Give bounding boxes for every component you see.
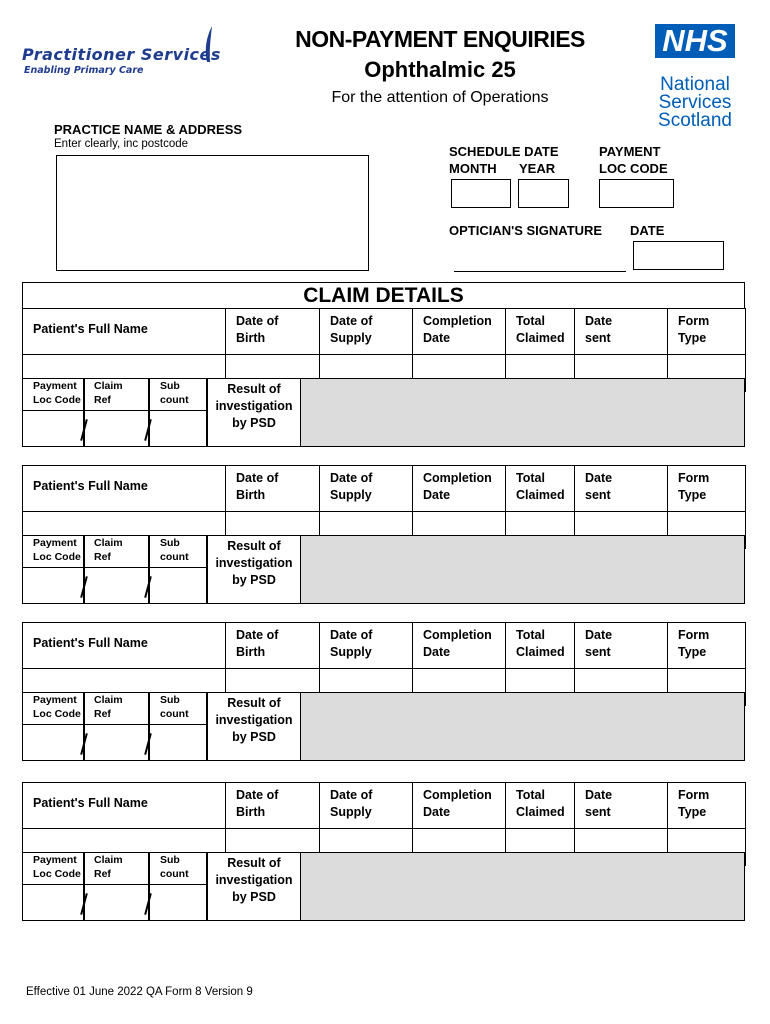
result-line3: by PSD bbox=[232, 890, 276, 904]
col-form-type bbox=[668, 466, 746, 512]
footer-text: Effective 01 June 2022 QA Form 8 Version 9 bbox=[26, 986, 253, 998]
result-investigation-area bbox=[300, 852, 745, 921]
signature-label: OPTICIAN'S SIGNATURE bbox=[449, 223, 603, 238]
col-patient-name bbox=[23, 466, 226, 512]
result-investigation-area bbox=[300, 378, 745, 447]
result-label bbox=[207, 538, 301, 589]
col-tot-line1: Total bbox=[516, 471, 545, 485]
col-form-line1: Form bbox=[678, 788, 710, 802]
col-dos-line1: Date of bbox=[330, 314, 373, 328]
col-patient-name bbox=[23, 783, 226, 829]
col-form-line2: Type bbox=[678, 331, 707, 345]
sub-divider bbox=[22, 884, 207, 885]
col-dob-line2: Birth bbox=[236, 645, 266, 659]
col-patient-name bbox=[23, 623, 226, 669]
nss-line-1: National bbox=[660, 74, 730, 95]
col-sent-line1: Date bbox=[585, 628, 613, 642]
col-dos-line2: Supply bbox=[330, 805, 372, 819]
claim-ref-label-2: Ref bbox=[94, 708, 111, 720]
col-dob-line1: Date of bbox=[236, 314, 279, 328]
sub-divider bbox=[22, 410, 207, 411]
col-comp-line1: Completion bbox=[423, 628, 492, 642]
col-form-type bbox=[668, 783, 746, 829]
form-title: NON-PAYMENT ENQUIRIES bbox=[295, 26, 585, 52]
col-form-type bbox=[668, 623, 746, 669]
schedule-month-label: MONTH bbox=[449, 161, 497, 176]
col-comp-line2: Date bbox=[423, 488, 451, 502]
claim-ref-label-2: Ref bbox=[94, 394, 111, 406]
col-dos-line1: Date of bbox=[330, 788, 373, 802]
payment-loc-label-2: Loc Code bbox=[33, 708, 81, 720]
nss-line-3: Scotland bbox=[658, 110, 732, 131]
sub-count-label-2: count bbox=[160, 708, 189, 720]
col-dob-line1: Date of bbox=[236, 788, 279, 802]
col-sent-line2: sent bbox=[585, 331, 611, 345]
col-form-line2: Type bbox=[678, 645, 707, 659]
col-tot-line1: Total bbox=[516, 628, 545, 642]
col-form-line2: Type bbox=[678, 805, 707, 819]
col-completion-date bbox=[413, 309, 506, 355]
sub-count-label-1: Sub bbox=[160, 854, 180, 866]
payment-loc-label-2: Loc Code bbox=[33, 394, 81, 406]
result-line1: Result of bbox=[227, 856, 281, 870]
result-label bbox=[207, 695, 301, 746]
result-line3: by PSD bbox=[232, 730, 276, 744]
claim-details-title: CLAIM DETAILS bbox=[22, 282, 745, 309]
sub-count-label-2: count bbox=[160, 394, 189, 406]
col-comp-line2: Date bbox=[423, 805, 451, 819]
payment-loc-label-2: Loc Code bbox=[33, 551, 81, 563]
sub-count-label-1: Sub bbox=[160, 537, 180, 549]
col-comp-line2: Date bbox=[423, 331, 451, 345]
col-completion-date bbox=[413, 623, 506, 669]
claim-ref-label-1: Claim bbox=[94, 380, 123, 392]
col-dos-line2: Supply bbox=[330, 331, 372, 345]
col-comp-line1: Completion bbox=[423, 314, 492, 328]
col-form-line2: Type bbox=[678, 488, 707, 502]
col-sent-line2: sent bbox=[585, 645, 611, 659]
col-total-claimed bbox=[506, 466, 575, 512]
col-dos-line1: Date of bbox=[330, 628, 373, 642]
col-tot-line1: Total bbox=[516, 314, 545, 328]
col-dob-line2: Birth bbox=[236, 805, 266, 819]
col-date-of-supply bbox=[320, 783, 413, 829]
payment-loc-label-1: Payment bbox=[33, 380, 77, 392]
form-subtitle: For the attention of Operations bbox=[331, 89, 549, 106]
col-sent-line1: Date bbox=[585, 788, 613, 802]
col-total-claimed bbox=[506, 309, 575, 355]
nhs-logo bbox=[655, 24, 735, 58]
col-form-line1: Form bbox=[678, 314, 710, 328]
col-dob-line2: Birth bbox=[236, 488, 266, 502]
col-dos-line2: Supply bbox=[330, 488, 372, 502]
payment-loc-label-1: Payment bbox=[33, 537, 77, 549]
payment-loc-code-field[interactable] bbox=[599, 179, 674, 208]
col-form-type bbox=[668, 309, 746, 355]
result-line3: by PSD bbox=[232, 573, 276, 587]
signature-date-field[interactable] bbox=[633, 241, 724, 270]
result-line3: by PSD bbox=[232, 416, 276, 430]
col-sent-line1: Date bbox=[585, 471, 613, 485]
form-name: Ophthalmic 25 bbox=[364, 57, 516, 82]
claim-ref-label-2: Ref bbox=[94, 868, 111, 880]
col-patient-name-label: Patient's Full Name bbox=[33, 322, 148, 336]
col-patient-name bbox=[23, 309, 226, 355]
col-patient-name-label: Patient's Full Name bbox=[33, 636, 148, 650]
result-investigation-area bbox=[300, 535, 745, 604]
col-patient-name-label: Patient's Full Name bbox=[33, 796, 148, 810]
result-line2: investigation bbox=[215, 556, 293, 570]
logo-title: Practitioner Services bbox=[22, 45, 221, 64]
payment-loc-label-2: Loc Code bbox=[33, 868, 81, 880]
col-tot-line2: Claimed bbox=[516, 805, 565, 819]
sub-count-label-1: Sub bbox=[160, 380, 180, 392]
col-tot-line2: Claimed bbox=[516, 645, 565, 659]
result-label bbox=[207, 855, 301, 906]
col-comp-line1: Completion bbox=[423, 471, 492, 485]
payment-loc-label-1: Payment bbox=[33, 694, 77, 706]
payment-loc-label-1: Payment bbox=[33, 854, 77, 866]
col-completion-date bbox=[413, 783, 506, 829]
col-date-of-supply bbox=[320, 623, 413, 669]
practice-hint: Enter clearly, inc postcode bbox=[54, 138, 189, 150]
result-investigation-area bbox=[300, 692, 745, 761]
sub-count-label-2: count bbox=[160, 551, 189, 563]
result-line1: Result of bbox=[227, 382, 281, 396]
claim-ref-label-1: Claim bbox=[94, 854, 123, 866]
signature-line[interactable] bbox=[454, 271, 626, 272]
col-date-of-birth bbox=[226, 309, 320, 355]
col-form-line1: Form bbox=[678, 628, 710, 642]
schedule-year-field[interactable] bbox=[518, 179, 569, 208]
nhs-badge-text: NHS bbox=[662, 23, 728, 58]
col-dob-line2: Birth bbox=[236, 331, 266, 345]
nss-line-2: Services bbox=[658, 92, 732, 113]
col-completion-date bbox=[413, 466, 506, 512]
sub-count-label-1: Sub bbox=[160, 694, 180, 706]
col-date-of-birth bbox=[226, 466, 320, 512]
col-tot-line1: Total bbox=[516, 788, 545, 802]
col-total-claimed bbox=[506, 623, 575, 669]
col-date-sent bbox=[575, 783, 668, 829]
col-date-of-birth bbox=[226, 623, 320, 669]
col-date-of-birth bbox=[226, 783, 320, 829]
col-dob-line1: Date of bbox=[236, 471, 279, 485]
col-dos-line1: Date of bbox=[330, 471, 373, 485]
result-line1: Result of bbox=[227, 539, 281, 553]
sub-divider bbox=[22, 724, 207, 725]
col-total-claimed bbox=[506, 783, 575, 829]
logo-subtitle: Enabling Primary Care bbox=[24, 65, 144, 76]
result-line2: investigation bbox=[215, 399, 293, 413]
payment-label-2: LOC CODE bbox=[599, 161, 668, 176]
schedule-year-label: YEAR bbox=[519, 161, 556, 176]
col-date-sent bbox=[575, 466, 668, 512]
col-sent-line1: Date bbox=[585, 314, 613, 328]
practice-label: PRACTICE NAME & ADDRESS bbox=[54, 122, 243, 137]
result-line2: investigation bbox=[215, 873, 293, 887]
col-comp-line1: Completion bbox=[423, 788, 492, 802]
col-tot-line2: Claimed bbox=[516, 331, 565, 345]
col-tot-line2: Claimed bbox=[516, 488, 565, 502]
col-sent-line2: sent bbox=[585, 805, 611, 819]
claim-ref-label-2: Ref bbox=[94, 551, 111, 563]
claim-ref-label-1: Claim bbox=[94, 537, 123, 549]
practice-address-field[interactable] bbox=[56, 155, 369, 271]
sub-count-label-2: count bbox=[160, 868, 189, 880]
schedule-date-label: SCHEDULE DATE bbox=[449, 144, 559, 159]
result-line2: investigation bbox=[215, 713, 293, 727]
col-dos-line2: Supply bbox=[330, 645, 372, 659]
col-date-sent bbox=[575, 623, 668, 669]
col-date-of-supply bbox=[320, 466, 413, 512]
claim-ref-label-1: Claim bbox=[94, 694, 123, 706]
payment-label-1: PAYMENT bbox=[599, 144, 661, 159]
col-patient-name-label: Patient's Full Name bbox=[33, 479, 148, 493]
col-form-line1: Form bbox=[678, 471, 710, 485]
signature-date-label: DATE bbox=[630, 223, 665, 238]
col-date-of-supply bbox=[320, 309, 413, 355]
col-sent-line2: sent bbox=[585, 488, 611, 502]
col-comp-line2: Date bbox=[423, 645, 451, 659]
col-dob-line1: Date of bbox=[236, 628, 279, 642]
col-date-sent bbox=[575, 309, 668, 355]
sub-divider bbox=[22, 567, 207, 568]
result-line1: Result of bbox=[227, 696, 281, 710]
result-label bbox=[207, 381, 301, 432]
schedule-month-field[interactable] bbox=[451, 179, 511, 208]
